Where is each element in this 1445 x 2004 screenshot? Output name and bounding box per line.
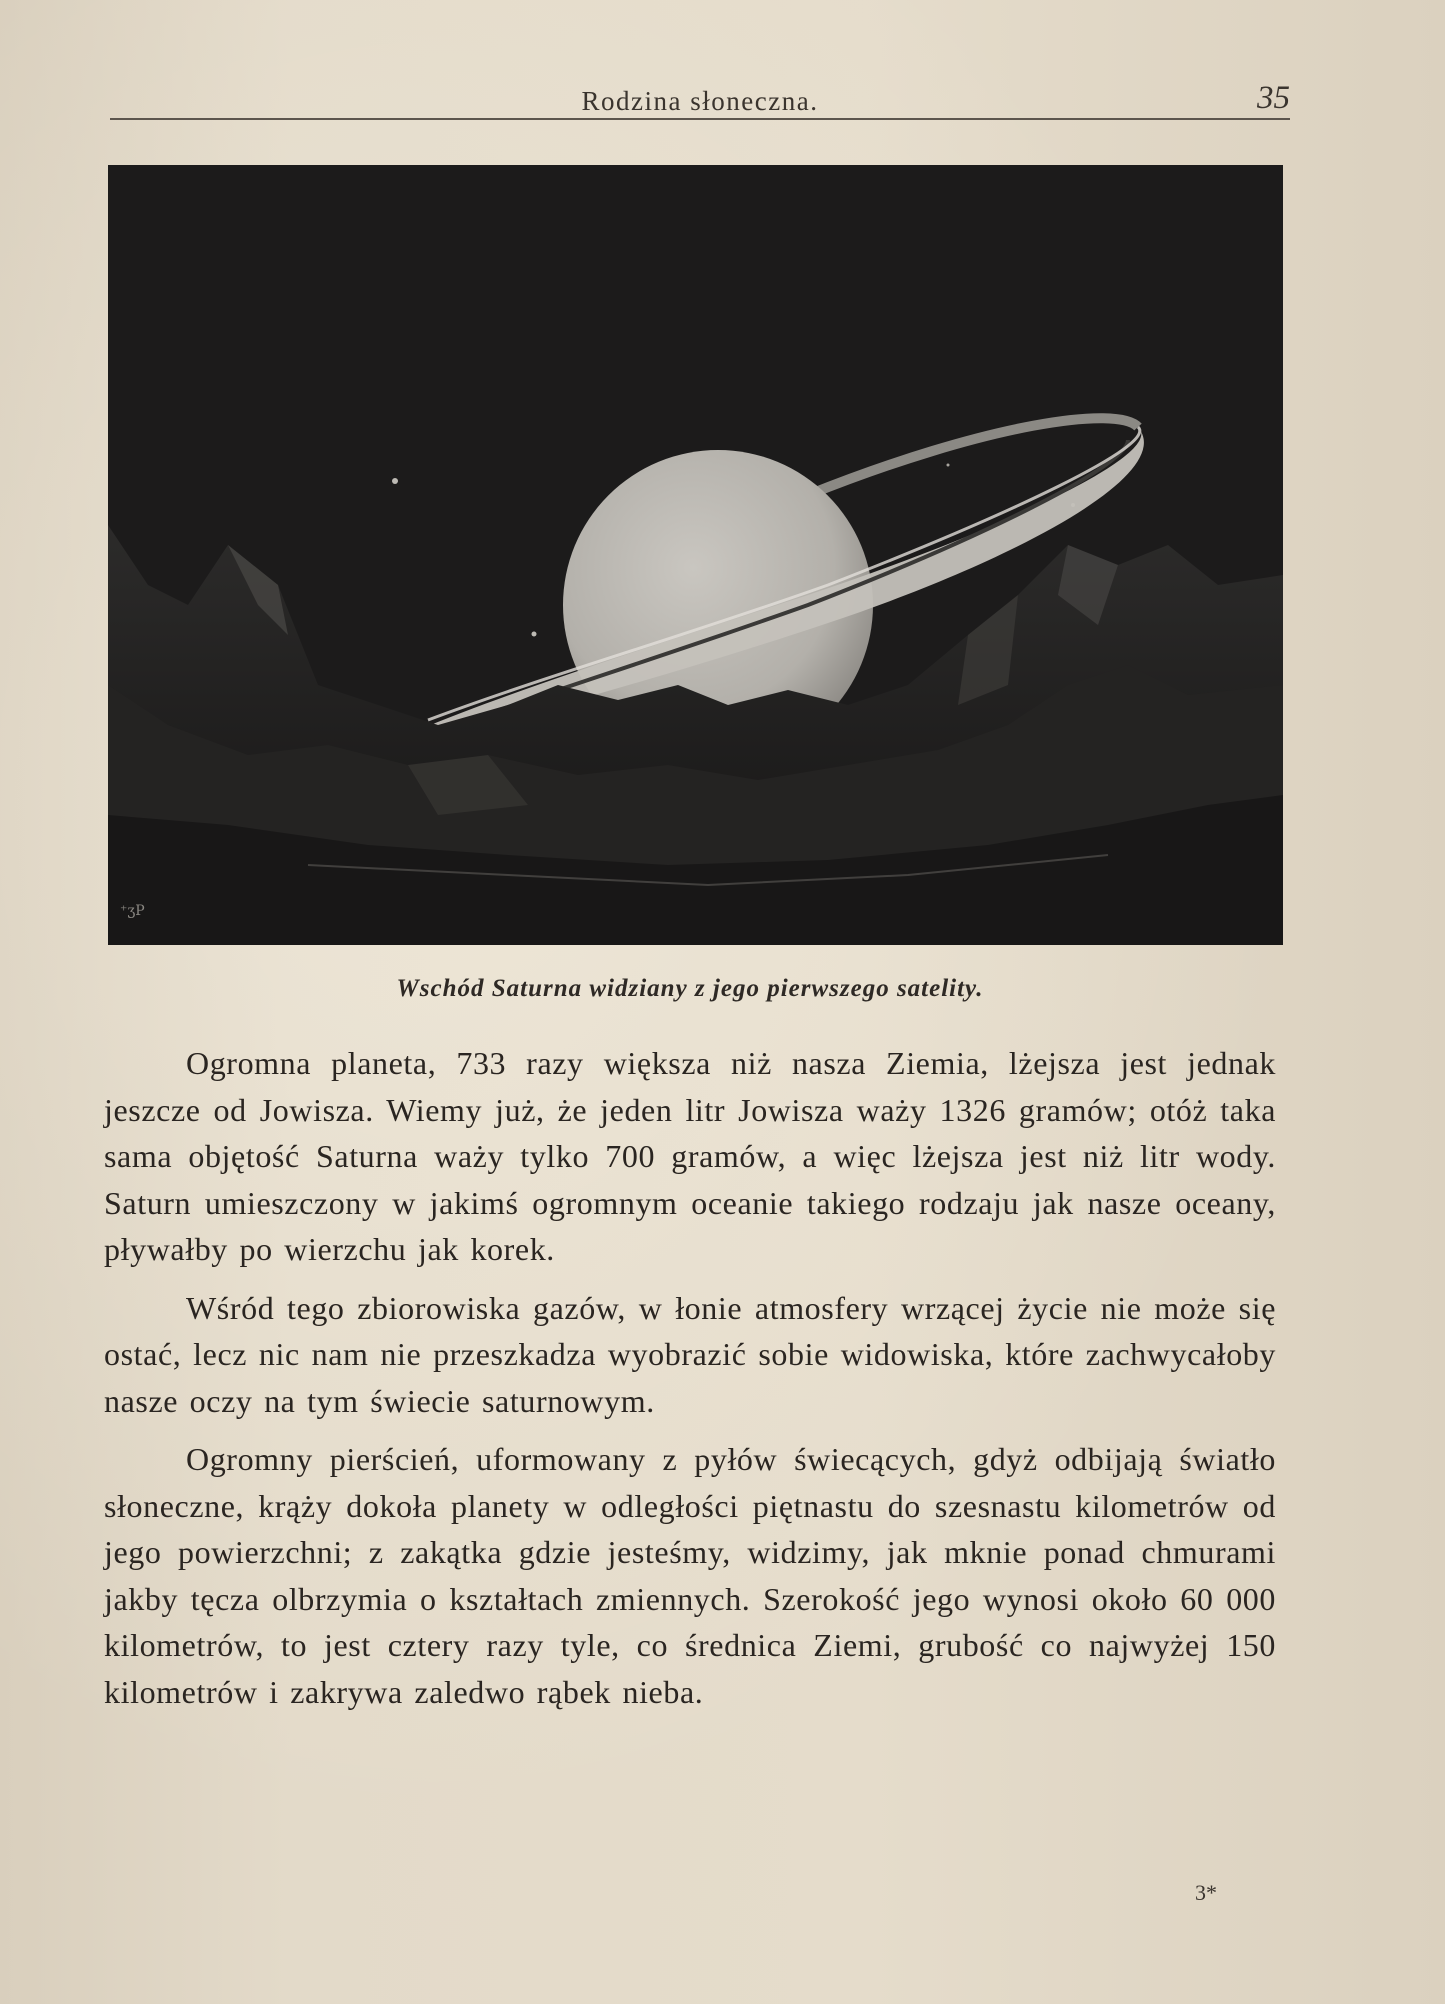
figure-caption: Wschód Saturna widziany z jego pierwszego satelity. — [396, 975, 984, 1002]
running-head — [110, 80, 1290, 122]
saturn-rise-engraving-icon — [108, 165, 1283, 945]
paragraph: Wśród tego zbiorowiska gazów, w łonie atmosfery wrzącej życie nie może się ostać, lecz nic nam nie przeszkadza wyobrazić sobie widowiska, które zachwycałoby nasze oczy na tym świecie saturnowym. — [104, 1289, 1276, 1419]
page-number: 35 — [1257, 80, 1290, 116]
paragraph: Ogromny pierścień, uformowany z pyłów świecących, gdyż odbijają światło słoneczne, krąży dokoła planety w odległości piętnastu do szesnastu kilometrów od jego powierzchni; z zakątka gdzie jesteśmy, widzimy, jak mknie ponad chmurami jakby tęcza olbrzymia o kształtach zmiennych. Szerokość jego wynosi około 60 000 kilometrów, to jest cztery razy tyle, co średnica Ziemi, grubość co najwyżej 150 kilometrów i zakrywa zaledwo rąbek nieba. — [104, 1441, 1276, 1710]
paragraph: Ogromna planeta, 733 razy większa niż nasza Ziemia, lżejsza jest jednak jeszcze od Jowisza. Wiemy już, że jeden litr Jowisza waży 1326 gramów; otóż taka sama objętość Saturna waży tylko 700 gramów, a więc lżejsza jest niż litr wody. Saturn umieszczony w jakimś ogromnym oceanie takiego rodzaju jak nasze oceany, pływałby po wierzchu jak korek. — [104, 1045, 1276, 1267]
header-rule — [110, 118, 1290, 120]
saturn-illustration — [108, 165, 1283, 945]
svg-text:⁺ʒP: ⁺ʒP — [120, 903, 145, 919]
running-head-title: Rodzina słoneczna. — [581, 86, 819, 116]
body-text — [104, 1040, 1276, 1727]
signature-mark: 3* — [1195, 1880, 1217, 1905]
